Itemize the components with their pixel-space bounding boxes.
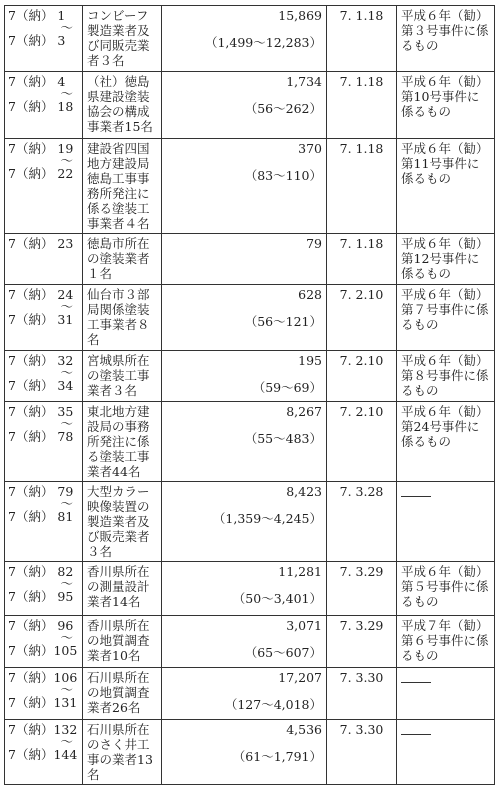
range-separator: ～ — [60, 365, 73, 380]
range-separator: ～ — [60, 630, 73, 645]
case-number-cell — [5, 562, 83, 616]
respondents-cell: 仙台市３部局関係塗装工事業者８名 — [83, 285, 162, 351]
table-row — [5, 720, 495, 785]
table-row — [5, 616, 495, 668]
amount-cell — [162, 616, 327, 668]
respondents-cell: （社）徳島県建設塗装協会の構成事業者15名 — [83, 72, 162, 139]
order-date-cell: 7. 1.18 — [327, 139, 397, 234]
surcharge-range: （55～483） — [244, 431, 322, 446]
table-row — [5, 351, 495, 402]
order-date-cell: 7. 3.29 — [327, 562, 397, 616]
case-number-cell — [5, 668, 83, 720]
table-row — [5, 234, 495, 285]
case-number-from: 7（納） 24 — [8, 287, 74, 302]
remarks-cell: 平成６年（勧）第８号事件に係るもの — [397, 351, 495, 402]
case-number-to: 7（納） 3 — [8, 33, 66, 48]
order-date-cell: 7. 3.30 — [327, 720, 397, 785]
surcharge-total: 3,071 — [286, 618, 322, 633]
respondents-cell: 香川県所在の測量設計業者14名 — [83, 562, 162, 616]
surcharge-total: 1,734 — [286, 74, 322, 89]
amount-cell — [162, 668, 327, 720]
amount-cell — [162, 285, 327, 351]
case-number-from: 7（納） 79 — [8, 484, 74, 499]
range-separator: ～ — [60, 299, 73, 314]
case-number-cell — [5, 720, 83, 785]
case-number-from: 7（納） 35 — [8, 404, 74, 419]
surcharge-total: 195 — [298, 353, 322, 368]
order-date-cell: 7. 1.18 — [327, 6, 397, 72]
surcharge-total: 79 — [306, 236, 322, 251]
surcharge-range: （127～4,018） — [224, 697, 322, 712]
order-date-cell: 7. 1.18 — [327, 72, 397, 139]
surcharge-range: （1,499～12,283） — [204, 35, 322, 50]
remarks-cell — [397, 482, 495, 562]
remarks-cell: 平成６年（勧）第５号事件に係るもの — [397, 562, 495, 616]
case-number-from: 7（納） 82 — [8, 564, 74, 579]
table-row — [5, 285, 495, 351]
surcharge-range: （56～262） — [244, 101, 322, 116]
surcharge-range: （1,359～4,245） — [212, 511, 322, 526]
case-number-from: 7（納） 96 — [8, 618, 74, 633]
remarks-cell: 平成７年（勧）第６号事件に係るもの — [397, 616, 495, 668]
remarks-cell: 平成６年（勧）第12号事件に係るもの — [397, 234, 495, 285]
amount-cell — [162, 351, 327, 402]
respondents-cell: 建設省四国地方建設局徳島工事事務所発注に係る塗装工事業者４名 — [83, 139, 162, 234]
remarks-cell: 平成６年（勧）第24号事件に係るもの — [397, 402, 495, 482]
amount-cell — [162, 562, 327, 616]
case-number-from: 7（納） 19 — [8, 141, 74, 156]
case-number-to: 7（納） 34 — [8, 378, 74, 393]
surcharge-total: 17,207 — [278, 670, 322, 685]
order-date-cell: 7. 2.10 — [327, 285, 397, 351]
order-date-cell: 7. 3.28 — [327, 482, 397, 562]
case-number-from: 7（納）106 — [8, 670, 78, 685]
case-number-to: 7（納）144 — [8, 747, 78, 762]
case-number-from: 7（納）132 — [8, 722, 78, 737]
amount-cell — [162, 720, 327, 785]
surcharge-range: （83～110） — [244, 168, 322, 183]
surcharge-range: （65～607） — [244, 645, 322, 660]
case-number-to: 7（納） 18 — [8, 99, 74, 114]
respondents-cell: 宮城県所在の塗装工事業者３名 — [83, 351, 162, 402]
surcharge-total: 15,869 — [278, 8, 322, 23]
case-number-to: 7（納）131 — [8, 695, 78, 710]
surcharge-total: 8,267 — [286, 404, 322, 419]
empty-dash — [401, 682, 431, 683]
surcharge-total: 628 — [298, 287, 322, 302]
respondents-cell: 石川県所在のさく井工事の業者13名 — [83, 720, 162, 785]
case-number-to: 7（納） 31 — [8, 312, 74, 327]
case-number-to: 7（納） 95 — [8, 589, 74, 604]
remarks-cell: 平成６年（勧）第７号事件に係るもの — [397, 285, 495, 351]
surcharge-range: （50～3,401） — [232, 591, 322, 606]
amount-cell — [162, 402, 327, 482]
table-row — [5, 139, 495, 234]
case-number-cell — [5, 351, 83, 402]
case-number-cell — [5, 6, 83, 72]
range-separator: ～ — [60, 416, 73, 431]
table-row — [5, 72, 495, 139]
amount-cell — [162, 482, 327, 562]
case-number-from: 7（納） 4 — [8, 74, 66, 89]
case-number-cell — [5, 72, 83, 139]
case-number-from: 7（納） 23 — [8, 236, 74, 251]
remarks-cell: 平成６年（勧）第11号事件に係るもの — [397, 139, 495, 234]
surcharge-range: （56～121） — [244, 314, 322, 329]
order-date-cell: 7. 3.30 — [327, 668, 397, 720]
order-date-cell: 7. 2.10 — [327, 351, 397, 402]
range-separator: ～ — [60, 682, 73, 697]
remarks-cell — [397, 720, 495, 785]
case-number-cell — [5, 482, 83, 562]
order-date-cell: 7. 2.10 — [327, 402, 397, 482]
amount-cell — [162, 234, 327, 285]
table-row — [5, 402, 495, 482]
case-number-to: 7（納） 22 — [8, 166, 74, 181]
surcharge-total: 8,423 — [286, 484, 322, 499]
case-number-to: 7（納） 78 — [8, 429, 74, 444]
range-separator: ～ — [60, 496, 73, 511]
amount-cell — [162, 6, 327, 72]
order-date-cell: 7. 1.18 — [327, 234, 397, 285]
remarks-cell — [397, 668, 495, 720]
case-number-from: 7（納） 1 — [8, 8, 66, 23]
case-number-cell — [5, 402, 83, 482]
amount-cell — [162, 72, 327, 139]
surcharge-total: 4,536 — [286, 722, 322, 737]
case-number-to: 7（納） 81 — [8, 509, 74, 524]
surcharge-range: （61～1,791） — [232, 749, 322, 764]
order-date-cell: 7. 3.29 — [327, 616, 397, 668]
table-body — [5, 6, 495, 785]
respondents-cell: 石川県所在の地質調査業者26名 — [83, 668, 162, 720]
case-number-from: 7（納） 32 — [8, 353, 74, 368]
amount-cell — [162, 139, 327, 234]
respondents-cell: コンビーフ製造業者及び同販売業者３名 — [83, 6, 162, 72]
surcharge-range: （59～69） — [252, 380, 322, 395]
range-separator: ～ — [60, 20, 73, 35]
table-row — [5, 6, 495, 72]
surcharge-total: 370 — [298, 141, 322, 156]
case-number-cell — [5, 139, 83, 234]
case-number-cell — [5, 285, 83, 351]
case-number-cell — [5, 234, 83, 285]
table-row — [5, 668, 495, 720]
range-separator: ～ — [60, 153, 73, 168]
range-separator: ～ — [60, 86, 73, 101]
surcharge-total: 11,281 — [278, 564, 322, 579]
respondents-cell: 大型カラー映像装置の製造業者及び販売業者３名 — [83, 482, 162, 562]
case-number-to: 7（納）105 — [8, 643, 78, 658]
table-row — [5, 562, 495, 616]
table-row — [5, 482, 495, 562]
case-number-cell — [5, 616, 83, 668]
empty-dash — [401, 496, 431, 497]
range-separator: ～ — [60, 576, 73, 591]
range-separator: ～ — [60, 734, 73, 749]
respondents-cell: 東北地方建設局の事務所発注に係る塗装工事業者44名 — [83, 402, 162, 482]
surcharge-table — [4, 5, 495, 785]
respondents-cell: 香川県所在の地質調査業者10名 — [83, 616, 162, 668]
remarks-cell: 平成６年（勧）第３号事件に係るもの — [397, 6, 495, 72]
remarks-cell: 平成６年（勧）第10号事件に係るもの — [397, 72, 495, 139]
respondents-cell: 徳島市所在の塗装業者１名 — [83, 234, 162, 285]
empty-dash — [401, 734, 431, 735]
